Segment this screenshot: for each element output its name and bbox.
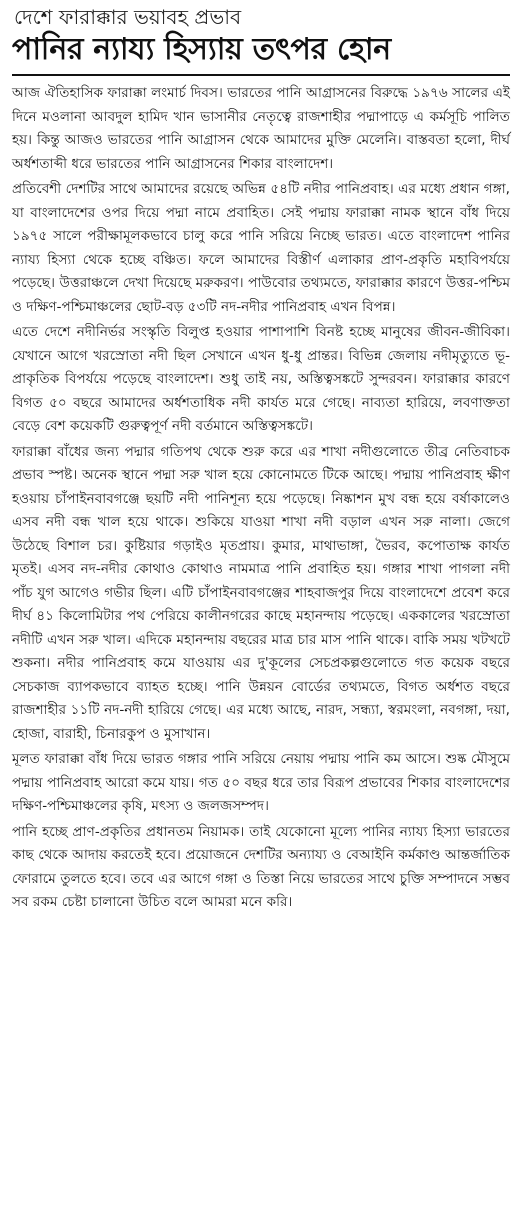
paragraph: এতে দেশে নদীনির্ভর সংস্কৃতি বিলুপ্ত হওয়ার পাশাপাশি বিনষ্ট হচ্ছে মানুষের জীবন-জীবিকা। যেখানে আগে খরস্রোতা নদী ছিল সেখানে এখন ধু-ধু প্রান্তর। বিভিন্ন জেলায় নদীমৃত্যুতে ভূ-প্রাকৃতিক বিপর্যয়ে পড়েছে বাংলাদেশ। শুধু তাই নয়, অস্তিত্বসঙ্কটে সুন্দরবন। ফারাক্কার কারণে বিগত ৫০ বছরে আমাদের অর্ধশতাধিক নদী কার্যত মরে গেছে। নাব্যতা হারিয়ে, লবণাক্ততা বেড়ে বেশ কয়েকটি গুরুত্বপূর্ণ নদী বর্তমানে অস্তিত্বসঙ্কটে।: [12, 324, 510, 434]
article-headline: পানির ন্যায্য হিস্যায় তৎপর হোন: [12, 32, 391, 67]
paragraph: প্রতিবেশী দেশটির সাথে আমাদের রয়েছে অভিন্ন ৫৪টি নদীর পানিপ্রবাহ। এর মধ্যে প্রধান গঙ্গা, যা বাংলাদেশের ওপর দিয়ে পদ্মা নামে প্রবাহিত। সেই পদ্মায় ফারাক্কা নামক স্থানে বাঁধ দিয়ে ১৯৭৫ সালে পরীক্ষামূলকভাবে চালু করে পানি সরিয়ে নিচ্ছে ভারত। এতে বাংলাদেশ পানির ন্যায্য হিস্যা থেকে হচ্ছে বঞ্চিত। ফলে আমাদের বিস্তীর্ণ এলাকার প্রাণ-প্রকৃতি মহাবিপর্যয়ে পড়েছে। উত্তরাঞ্চলে দেখা দিয়েছে মরুকরণ। পাউবোর তথ্যমতে, ফারাক্কার কারণে উত্তর-পশ্চিম ও দক্ষিণ-পশ্চিমাঞ্চলের ছোট-বড় ৫৩টি নদ-নদীর পানিপ্রবাহ এখন বিপন্ন।: [12, 181, 510, 315]
article-kicker: দেশে ফারাক্কার ভয়াবহ প্রভাব: [14, 5, 242, 29]
paragraph: আজ ঐতিহাসিক ফারাক্কা লংমার্চ দিবস। ভারতের পানি আগ্রাসনের বিরুদ্ধে ১৯৭৬ সালের এই দিনে মওলানা আবদুল হামিদ খান ভাসানীর নেতৃত্বে রাজশাহীর পদ্মাপাড়ে এ কর্মসূচি পালিত হয়। কিন্তু আজও ভারতের পানি আগ্রাসন থেকে আমাদের মুক্তি মেলেনি। বাস্তবতা হলো, দীর্ঘ অর্ধশতাব্দী ধরে ভারতের পানি আগ্রাসনের শিকার বাংলাদেশ।: [12, 85, 510, 172]
paragraph: ফারাক্কা বাঁধের জন্য পদ্মার গতিপথ থেকে শুরু করে এর শাখা নদীগুলোতে তীব্র নেতিবাচক প্রভাব স্পষ্ট। অনেক স্থানে পদ্মা সরু খাল হয়ে কোনোমতে টিকে আছে। পদ্মায় পানিপ্রবাহ ক্ষীণ হওয়ায় চাঁপাইনবাবগঞ্জে ছয়টি নদী পানিশূন্য হয়ে পড়েছে। নিষ্কাশন মুখ বন্ধ হয়ে বর্ষাকালেও এসব নদী বন্ধ খাল হয়ে থাকে। শুকিয়ে যাওয়া শাখা নদী বড়াল এখন সরু নালা। জেগে উঠেছে বিশাল চর। কুষ্টিয়ার গড়াইও মৃতপ্রায়। কুমার, মাথাভাঙ্গা, ভৈরব, কপোতাক্ষ কার্যত মৃতই। এসব নদ-নদীর কোথাও কোথাও নামমাত্র পানি প্রবাহিত হয়। গঙ্গার শাখা পাগলা নদী পাঁচ যুগ আগেও গভীর ছিল। এটি চাঁপাইনবাবগঞ্জের শাহবাজপুর দিয়ে বাংলাদেশে প্রবেশ করে দীর্ঘ ৪১ কিলোমিটার পথ পেরিয়ে কালীনগরের কাছে মহানন্দায় পড়েছে। এককালের খরস্রোতা নদীটি এখন সরু খাল। এদিকে মহানন্দায় বছরের মাত্র চার মাস পানি থাকে। বাকি সময় খটখটে শুকনা। নদীর পানিপ্রবাহ কমে যাওয়ায় এর দু'কূলের সেচপ্রকল্পগুলোতে গত কয়েক বছরে সেচকাজ ব্যাপকভাবে ব্যাহত হচ্ছে। পানি উন্নয়ন বোর্ডের তথ্যমতে, বিগত অর্ধশত বছরে রাজশাহীর ১১টি নদ-নদী হারিয়ে গেছে। এর মধ্যে আছে, নারদ, সন্ধ্যা, স্বরমংলা, নবগঙ্গা, দয়া, হোজা, বারাহী, চিনারকুপ ও মুসাখান।: [12, 443, 510, 742]
paragraph: মূলত ফারাক্কা বাঁধ দিয়ে ভারত গঙ্গার পানি সরিয়ে নেয়ায় পদ্মায় পানি কম আসে। শুষ্ক মৌসুমে পদ্মায় পানিপ্রবাহ আরো কমে যায়। গত ৫০ বছর ধরে তার বিরূপ প্রভাবের শিকার বাংলাদেশের দক্ষিণ-পশ্চিমাঞ্চলের কৃষি, মৎস্য ও জলজসম্পদ।: [12, 751, 510, 814]
headline-divider: [12, 74, 510, 76]
article-body: [12, 82, 510, 915]
paragraph: পানি হচ্ছে প্রাণ-প্রকৃতির প্রধানতম নিয়ামক। তাই যেকোনো মূল্যে পানির ন্যায্য হিস্যা ভারতের কাছ থেকে আদায় করতেই হবে। প্রয়োজনে দেশটির অন্যায্য ও বেআইনি কর্মকাণ্ড আন্তর্জাতিক ফোরামে তুলতে হবে। তবে এর আগে গঙ্গা ও তিস্তা নিয়ে ভারতের সাথে চুক্তি সম্পাদনে সম্ভব সব রকম চেষ্টা চালানো উচিত বলে আমরা মনে করি।: [12, 823, 510, 910]
